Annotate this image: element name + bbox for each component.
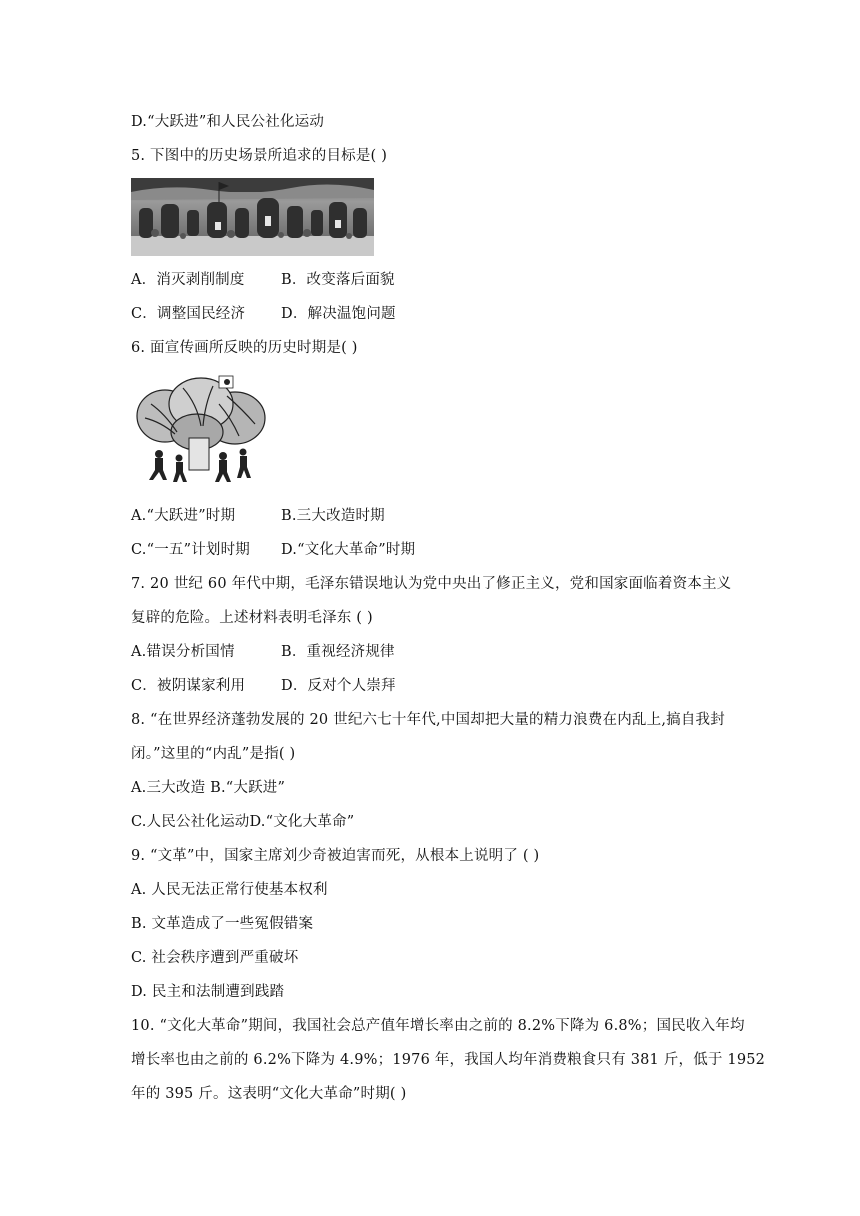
q8-stem-line-1: 8. “在世界经济蓬勃发展的 20 世纪六七十年代,中国却把大量的精力浪费在内乱上,搞自我封 [131,712,725,728]
q4-option-d: D.“大跃进”和人民公社化运动 [131,114,325,130]
q6-stem: 6. 面宣传画所反映的历史时期是( ) [131,340,358,356]
q5-option-a: A．消灭剥削制度 [131,272,245,288]
q7-option-a: A.错误分析国情 [131,644,235,660]
q5-option-c: C．调整国民经济 [131,306,246,322]
q8-stem-line-2: 闭。”这里的“内乱”是指( ) [131,746,296,762]
q5-options-row-1 [131,270,395,290]
q6-option-d: D.“文化大革命”时期 [281,542,416,558]
q5-stem: 5. 下图中的历史场景所追求的目标是( ) [131,148,388,164]
q7-stem-line-1: 7. 20 世纪 60 年代中期，毛泽东错误地认为党中央出了修正主义，党和国家面临着资本主义 [131,576,732,592]
q6-option-a: A.“大跃进”时期 [131,508,236,524]
q10-stem-line-3: 年的 395 斤。这表明“文化大革命”时期( ) [131,1086,407,1102]
furnace-scene-photo [131,178,374,256]
q8-options-cd: C.人民公社化运动D.“文化大革命” [131,814,355,830]
q9-option-a: A. 人民无法正常行使基本权利 [131,882,328,898]
q7-option-c: C．被阴谋家利用 [131,678,246,694]
q7-options-row-1 [131,642,395,662]
q6-option-b: B.三大改造时期 [281,508,385,524]
q8-options-ab: A.三大改造 B.“大跃进” [131,780,286,796]
q10-stem-line-2: 增长率也由之前的 6.2%下降为 4.9%；1976 年，我国人均年消费粮食只有 381 斤，低于 1952 [131,1052,766,1068]
q7-option-d: D．反对个人崇拜 [281,678,396,694]
cabbage-poster-image [131,374,271,486]
q7-stem-line-2: 复辟的危险。上述材料表明毛泽东 ( ) [131,610,373,626]
q6-options-row-2 [131,540,415,560]
q5-options-row-2 [131,304,396,324]
q10-stem-line-1: 10. “文化大革命”期间，我国社会总产值年增长率由之前的 8.2%下降为 6.8%；国民收入年均 [131,1018,745,1034]
q5-option-b: B．改变落后面貌 [281,272,395,288]
q7-option-b: B．重视经济规律 [281,644,395,660]
q9-option-c: C. 社会秩序遭到严重破坏 [131,950,299,966]
furnace-scene-illustration [131,178,374,256]
giant-cabbage-illustration [131,374,271,486]
q6-options-row-1 [131,506,385,526]
q7-options-row-2 [131,676,396,696]
q9-option-b: B. 文革造成了一些冤假错案 [131,916,314,932]
q5-option-d: D．解决温饱问题 [281,306,396,322]
q6-option-c: C.“一五”计划时期 [131,542,251,558]
q9-stem: 9. “文革”中，国家主席刘少奇被迫害而死，从根本上说明了 ( ) [131,848,540,864]
q9-option-d: D. 民主和法制遭到践踏 [131,984,285,1000]
